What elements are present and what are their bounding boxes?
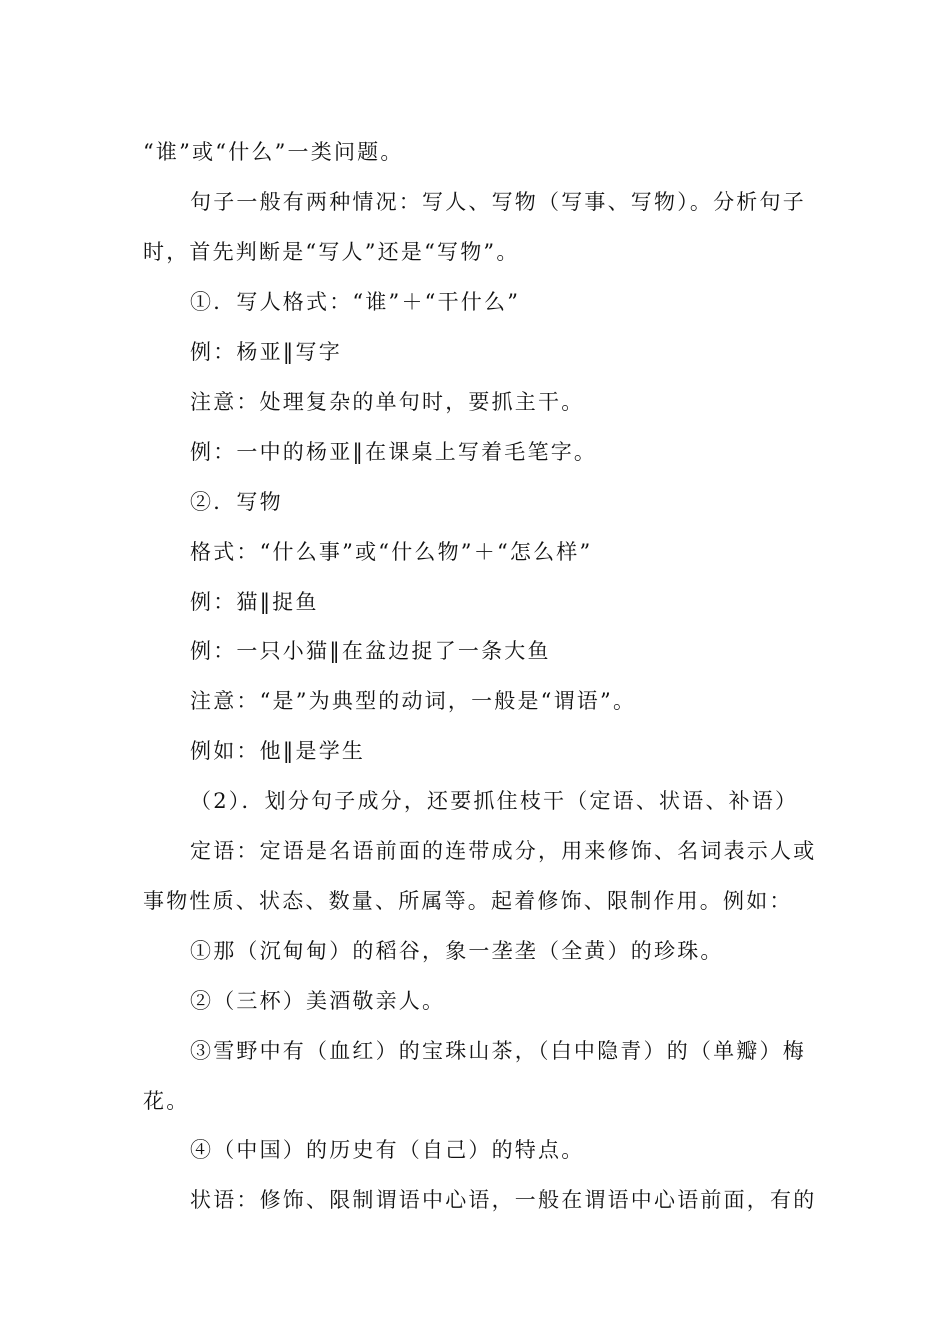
text-line-9: 格式：“什么事”或“什么物”＋“怎么样” (190, 540, 593, 564)
text-line-2: 句子一般有两种情况：写人、写物（写事、写物）。分析句子 (190, 190, 806, 214)
text-line-11: 例：一只小猫‖在盆边捉了一条大鱼 (190, 639, 551, 663)
text-line-19: ③雪野中有（血红）的宝珠山茶，（白中隐青）的（单瓣）梅 (190, 1039, 806, 1063)
text-line-10: 例：猫‖捉鱼 (190, 590, 319, 614)
text-line-22: 状语：修饰、限制谓语中心语，一般在谓语中心语前面，有的 (190, 1188, 817, 1212)
text-line-5: 例：杨亚‖写字 (190, 340, 342, 364)
text-line-20: 花。 (143, 1089, 190, 1113)
text-line-21: ④（中国）的历史有（自己）的特点。 (190, 1138, 585, 1162)
text-line-3: 时，首先判断是“写人”还是“写物”。 (143, 240, 520, 264)
text-line-18: ②（三杯）美酒敬亲人。 (190, 989, 446, 1013)
text-line-1: “谁”或“什么”一类问题。 (143, 140, 404, 164)
text-line-8: ②．写物 (190, 490, 283, 514)
text-line-6: 注意：处理复杂的单句时，要抓主干。 (190, 390, 585, 414)
text-line-15: 定语：定语是名语前面的连带成分，用来修饰、名词表示人或 (190, 839, 817, 863)
text-line-16: 事物性质、状态、数量、所属等。起着修饰、限制作用。例如： (143, 889, 793, 913)
text-line-14: （2）．划分句子成分，还要抓住枝干（定语、状语、补语） (190, 789, 799, 813)
text-line-12: 注意：“是”为典型的动词，一般是“谓语”。 (190, 689, 637, 713)
text-line-4: ①．写人格式：“谁”＋“干什么” (190, 290, 521, 314)
text-line-17: ①那（沉甸甸）的稻谷，象一垄垄（全黄）的珍珠。 (190, 939, 724, 963)
text-line-7: 例：一中的杨亚‖在课桌上写着毛笔字。 (190, 440, 598, 464)
text-line-13: 例如：他‖是学生 (190, 739, 366, 763)
